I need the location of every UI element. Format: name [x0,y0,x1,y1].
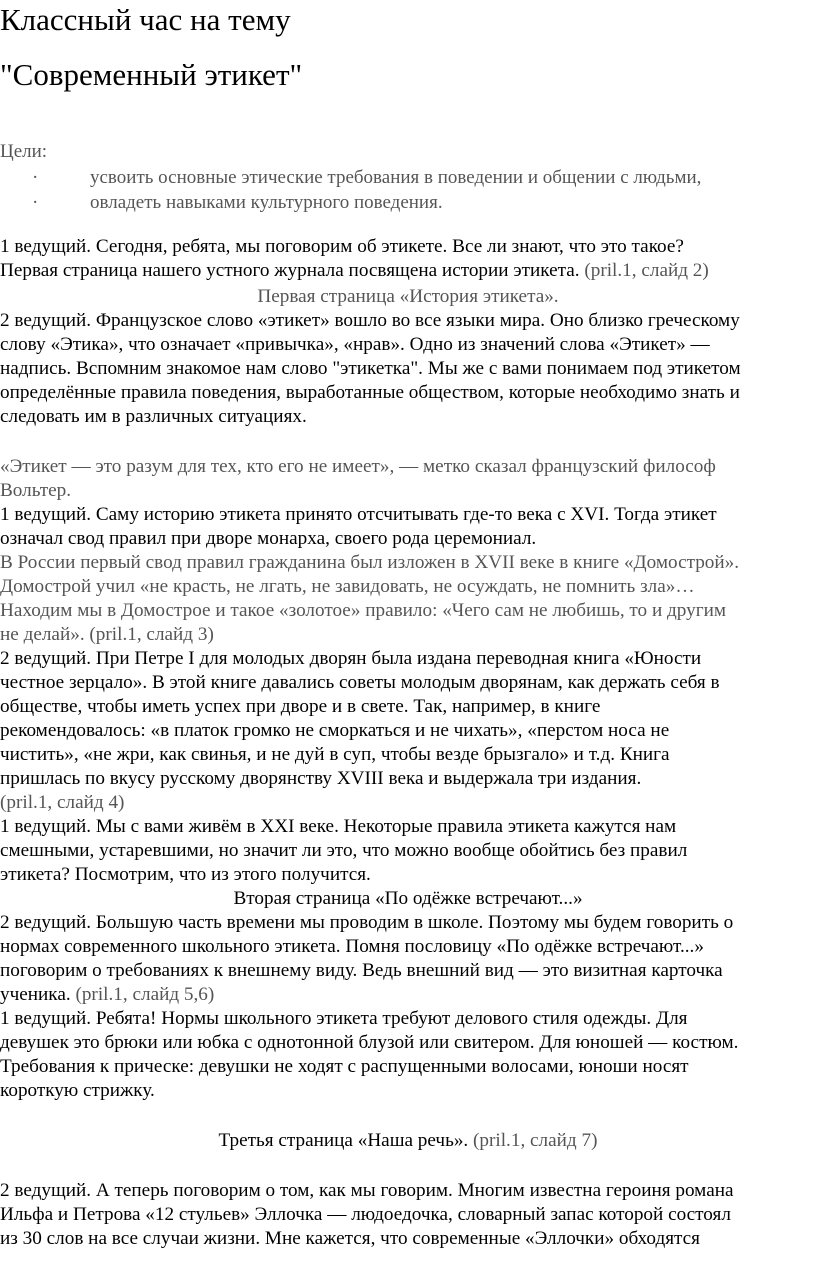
paragraph-line: 1 ведущий. Саму историю этикета принято отсчитывать где-то века с XVI. Тогда этикет [0,504,717,525]
quote-line: «Этикет — это разум для тех, кто его не имеет», — метко сказал французский философ [0,456,716,477]
slide-reference: (pril.1, слайд 4) [0,792,125,813]
document-title-line-1: Классный час на тему [0,2,291,37]
document-title-line-2: "Современный этикет" [0,57,303,92]
paragraph-line: следовать им в различных ситуациях. [0,406,307,427]
paragraph-line: Ильфа и Петрова «12 стульев» Эллочка — людоедочка, словарный запас которой состоял [0,1204,731,1225]
paragraph-line: В России первый свод правил гражданина был изложен в XVII веке в книге «Домострой». [0,552,740,573]
paragraph-line: чистить», «не жри, как свинья, и не дуй в суп, чтобы везде брызгало» и т.д. Книга [0,744,670,765]
paragraph-line: 1 ведущий. Сегодня, ребята, мы поговорим об этикете. Все ли знают, что это такое? [0,236,684,257]
paragraph-line: 1 ведущий. Мы с вами живём в XXI веке. Некоторые правила этикета кажутся нам [0,816,677,837]
paragraph-line: смешными, устаревшими, но значит ли это, что можно вообще обойтись без правил [0,840,688,861]
paragraph-line: пришлась по вкусу русскому дворянству XVIII века и выдержала три издания. [0,768,642,789]
bullet-icon: · [32,167,39,188]
paragraph-line: девушек это брюки или юбка с однотонной блузой или свитером. Для юношей — костюм. [0,1032,739,1053]
paragraph-line: определённые правила поведения, выработанные обществом, которые необходимо знать и [0,382,740,403]
paragraph-line: честное зерцало». В этой книге давались советы молодым дворянам, как держать себя в [0,672,720,693]
paragraph-line: 2 ведущий. Большую часть времени мы проводим в школе. Поэтому мы будем говорить о [0,912,734,933]
paragraph-line: Требования к прическе: девушки не ходят с распущенными волосами, юноши носят [0,1056,689,1077]
goal-item-text: овладеть навыками культурного поведения. [90,192,443,213]
goal-item-text: усвоить основные этические требования в поведении и общении с людьми, [90,167,702,188]
paragraph-line: поговорим о требованиях к внешнему виду. Ведь внешний вид — это визитная карточка [0,960,723,981]
paragraph-line: из 30 слов на все случаи жизни. Мне кажется, что современные «Эллочки» обходятся [0,1228,700,1249]
paragraph-line: обществе, чтобы иметь успех при дворе и в свете. Так, например, в книге [0,696,601,717]
section-heading [0,1129,816,1153]
quote-line: Вольтер. [0,480,72,501]
paragraph-line: 2 ведущий. При Петре I для молодых дворян была издана переводная книга «Юности [0,648,702,669]
paragraph-text: ученика. [0,984,71,1005]
slide-reference: (pril.1, слайд 5,6) [75,984,215,1005]
paragraph-line: надпись. Вспомним знакомое нам слово "этикетка". Мы же с вами понимаем под этикетом [0,358,741,379]
slide-reference: (pril.1, слайд 7) [473,1130,598,1151]
paragraph-line: означал свод правил при дворе монарха, своего рода церемониал. [0,528,537,549]
paragraph-line: не делай». (pril.1, слайд 3) [0,624,214,645]
section-heading: Вторая страница «По одёжке встречают...» [233,888,583,909]
paragraph-line: 2 ведущий. А теперь поговорим о том, как мы говорим. Многим известна героиня романа [0,1180,734,1201]
paragraph-text: Первая страница нашего устного журнала посвящена истории этикета. [0,260,580,281]
paragraph-line: 1 ведущий. Ребята! Нормы школьного этикета требуют делового стиля одежды. Для [0,1008,688,1029]
slide-reference: (pril.1, слайд 2) [584,260,709,281]
paragraph-line: Находим мы в Домострое и такое «золотое» правило: «Чего сам не любишь, то и другим [0,600,726,621]
paragraph-line: нормах современного школьного этикета. Помня пословицу «По одёжке встречают...» [0,936,704,957]
paragraph-line: рекомендовалось: «в платок громко не сморкаться и не чихать», «перстом носа не [0,720,670,741]
paragraph-line: Домострой учил «не красть, не лгать, не завидовать, не осуждать, не помнить зла»… [0,576,695,597]
paragraph-line: короткую стрижку. [0,1080,155,1101]
paragraph-line [0,983,816,1007]
paragraph-line: слову «Этика», что означает «привычка», «нрав». Одно из значений слова «Этикет» — [0,334,710,355]
paragraph-line [0,259,816,283]
bullet-icon: · [32,192,39,213]
section-heading-text: Третья страница «Наша речь». [218,1130,469,1151]
section-heading: Первая страница «История этикета». [257,286,559,307]
paragraph-line: 2 ведущий. Французское слово «этикет» вошло во все языки мира. Оно близко греческому [0,310,740,331]
paragraph-line: этикета? Посмотрим, что из этого получится. [0,864,371,885]
goals-label: Цели: [0,141,48,162]
